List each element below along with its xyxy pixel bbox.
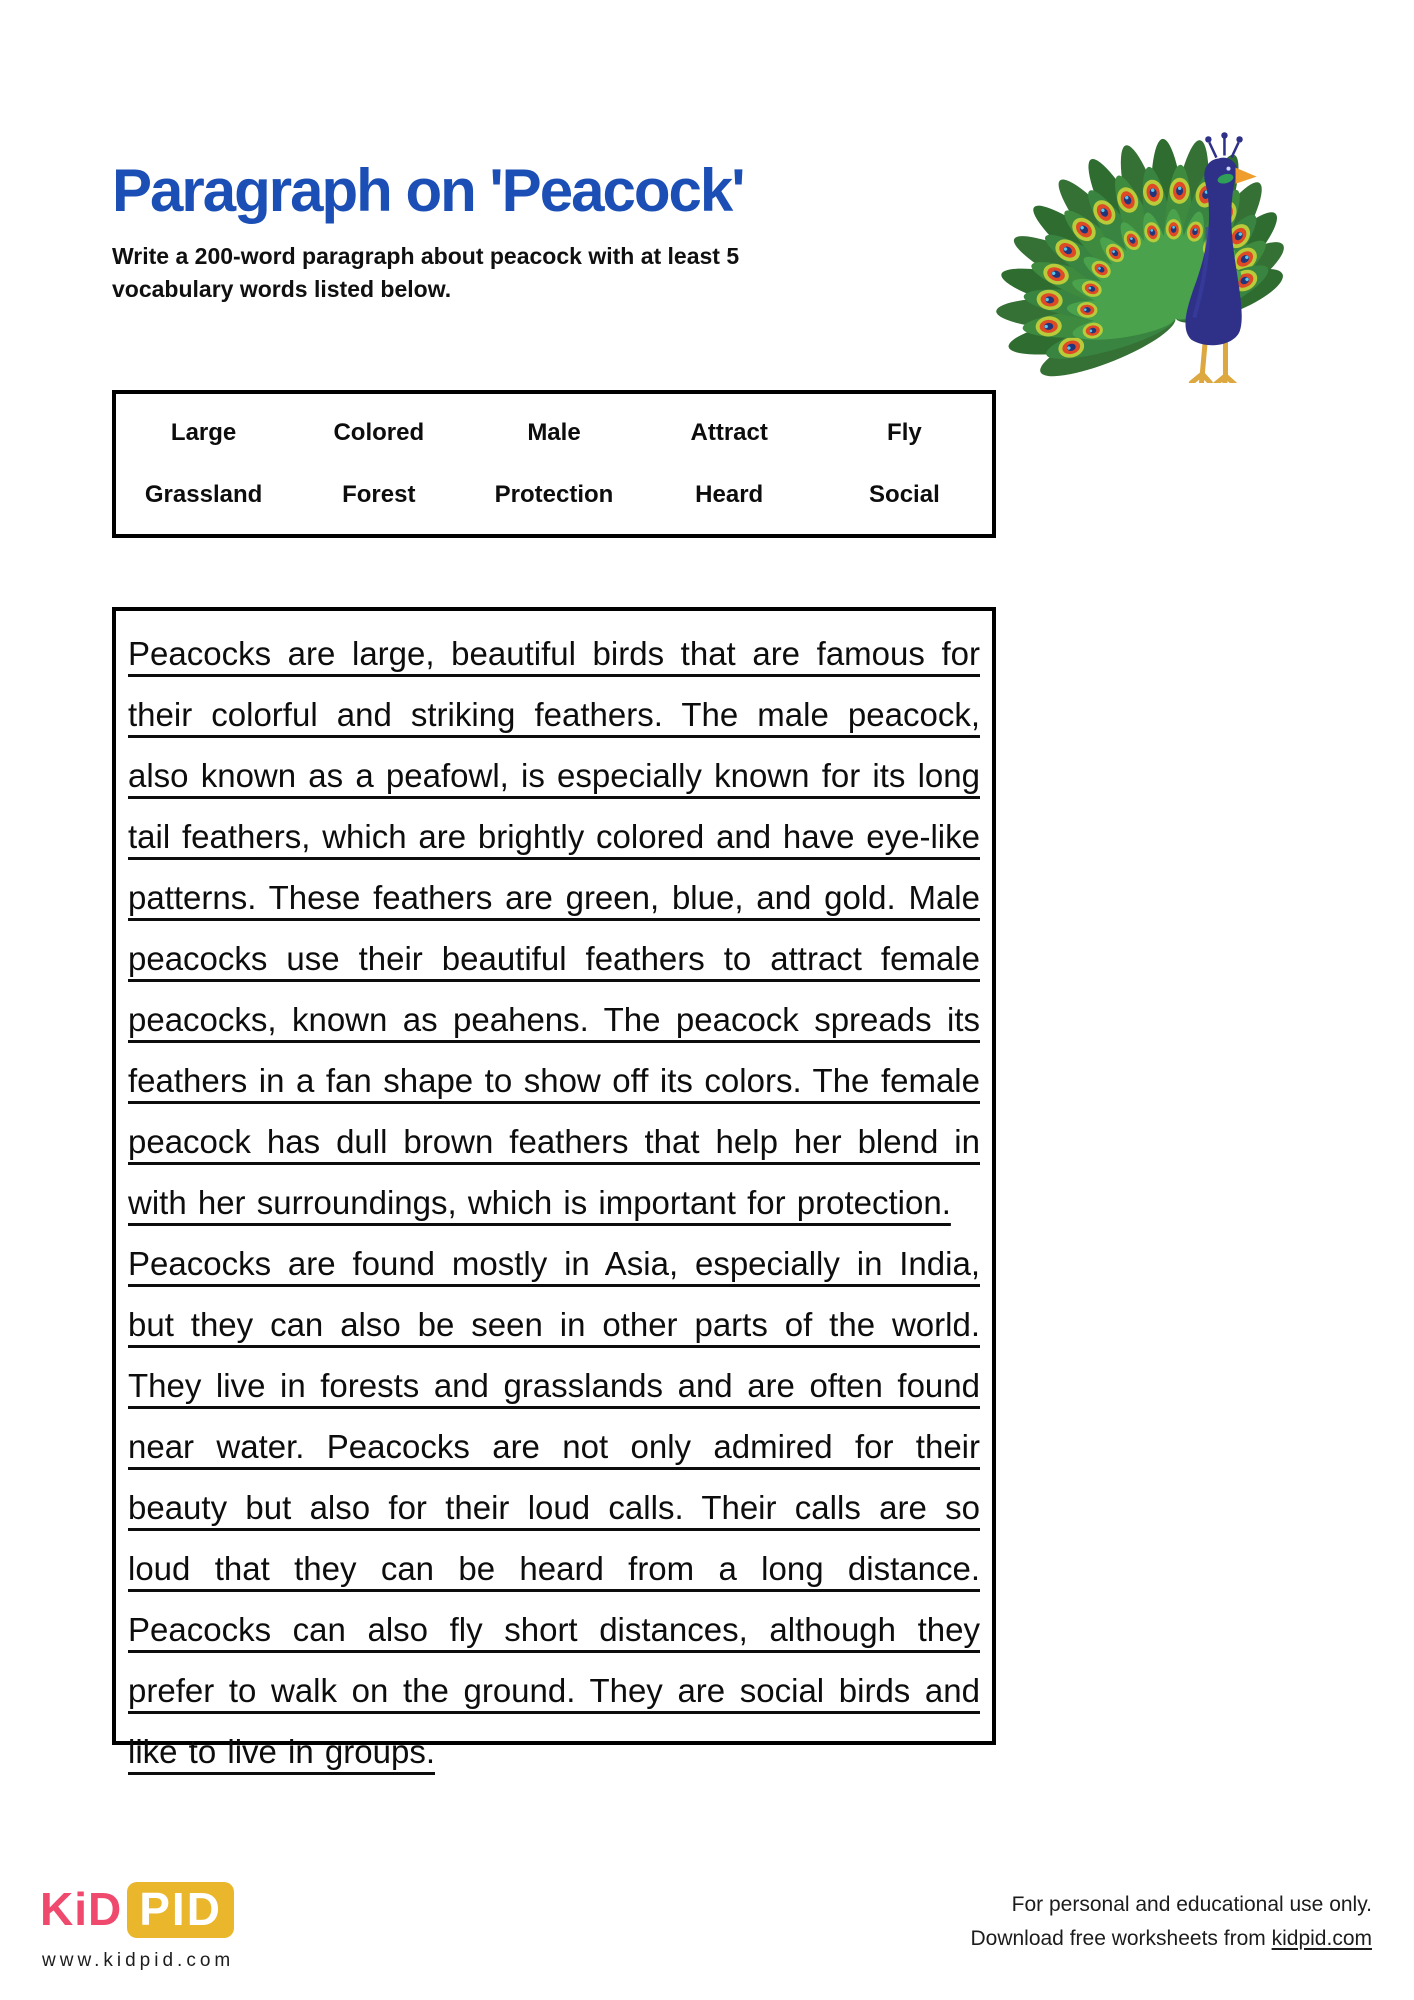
paragraph-answer-box (112, 607, 996, 1770)
instructions-line-2: vocabulary words listed below. (112, 276, 452, 302)
vocab-word: Grassland (144, 481, 263, 508)
header (112, 158, 872, 306)
kidpid-link[interactable]: kidpid.com (1271, 1927, 1372, 1950)
vocab-word: Attract (690, 419, 768, 446)
usage-line-1: For personal and educational use only. (1011, 1893, 1372, 1916)
vocab-word: Heard (695, 481, 764, 508)
usage-line-2 (970, 1922, 1372, 1956)
logo-kid-text: KiD (40, 1883, 123, 1935)
vocab-word: Large (170, 419, 237, 446)
instructions (112, 240, 872, 306)
vocab-word: Forest (342, 481, 416, 508)
kidpid-logo (40, 1882, 234, 1938)
paragraph-text-2: Peacocks are found mostly in Asia, especially in India, but they can also be seen in other parts of the world. They live in forests and grasslands and are often found near water. Peacocks are not only admired for their beauty but also for their loud calls. Their calls are so loud that they can be heard from a long distance. Peacocks can also fly short distances, although they prefer to walk on the ground. They are social birds and like to live in groups. (128, 1245, 980, 1770)
vocab-word: Fly (887, 419, 922, 446)
instructions-line-1: Write a 200-word paragraph about peacock with at least 5 (112, 243, 740, 269)
usage-note (970, 1888, 1372, 1956)
vocab-word: Protection (494, 481, 614, 508)
vocab-word: Male (527, 419, 581, 446)
peacock-illustration (982, 76, 1314, 383)
vocab-word: Colored (333, 419, 425, 446)
usage-line-2-prefix: Download free worksheets from (970, 1927, 1272, 1950)
logo-pid-badge: PID (127, 1882, 234, 1938)
website-url: www.kidpid.com (42, 1950, 235, 1971)
page-title: Paragraph on 'Peacock' (112, 157, 744, 224)
vocab-word: Social (869, 481, 940, 508)
paragraph-text-1: Peacocks are large, beautiful birds that are famous for their colorful and striking feathers. The male peacock, also known as a peafowl, is especially known for its long tail feathers, which are brightly colored and have eye-like patterns. These feathers are green, blue, and gold. Male peacocks use their beautiful feathers to attract female peacocks, known as peahens. The peacock spreads its feathers in a fan shape to show off its colors. The female peacock has dull brown feathers that help her blend in with her surroundings, which is important for protection. (128, 635, 980, 1221)
vocabulary-box (112, 390, 996, 538)
peacock-svg (982, 76, 1314, 383)
